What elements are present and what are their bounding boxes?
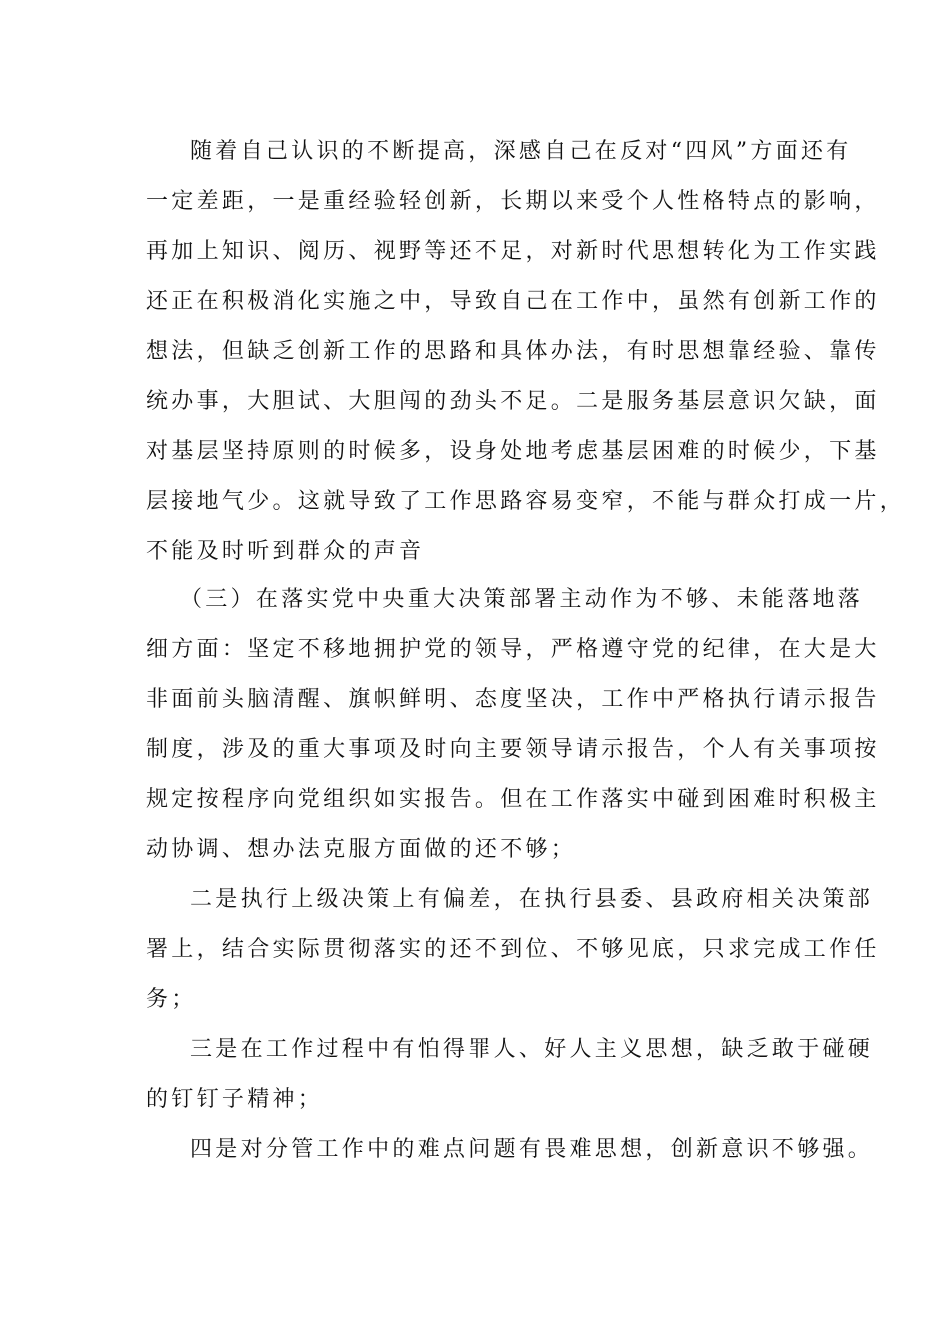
text-line: 层接地气少。这就导致了工作思路容易变窄，不能与群众打成一片， <box>146 489 906 514</box>
text-line: 还正在积极消化实施之中，导致自己在工作中，虽然有创新工作的 <box>146 289 880 314</box>
text-line: 想法，但缺乏创新工作的思路和具体办法，有时思想靠经验、靠传 <box>146 339 880 364</box>
text-line: 务； <box>146 987 197 1012</box>
text-line: 三是在工作过程中有怕得罪人、好人主义思想，缺乏敢于碰硬 <box>190 1037 874 1062</box>
text-line: 一定差距，一是重经验轻创新，长期以来受个人性格特点的影响， <box>146 189 880 214</box>
text-line: 对基层坚持原则的时候多，设身处地考虑基层困难的时候少，下基 <box>146 439 880 464</box>
section-heading: （三）在落实党中央重大决策部署主动作为不够、未能落地落 <box>180 587 864 612</box>
text-line: 规定按程序向党组织如实报告。但在工作落实中碰到困难时积极主 <box>146 787 880 812</box>
text-line: 制度，涉及的重大事项及时向主要领导请示报告，个人有关事项按 <box>146 737 880 762</box>
text-line: 统办事，大胆试、大胆闯的劲头不足。二是服务基层意识欠缺，面 <box>146 389 880 414</box>
text-line: 的钉钉子精神； <box>146 1087 324 1112</box>
text-line: 细方面：坚定不移地拥护党的领导，严格遵守党的纪律，在大是大 <box>146 637 880 662</box>
text-line: 随着自己认识的不断提高，深感自己在反对“四风”方面还有 <box>190 139 852 164</box>
text-line: 不能及时听到群众的声音 <box>146 539 425 564</box>
text-line: 动协调、想办法克服方面做的还不够； <box>146 837 577 862</box>
text-line: 二是执行上级决策上有偏差，在执行县委、县政府相关决策部 <box>190 887 874 912</box>
text-line: 再加上知识、阅历、视野等还不足，对新时代思想转化为工作实践 <box>146 239 880 264</box>
text-line: 非面前头脑清醒、旗帜鲜明、态度坚决，工作中严格执行请示报告 <box>146 687 880 712</box>
text-line: 署上，结合实际贯彻落实的还不到位、不够见底，只求完成工作任 <box>146 937 880 962</box>
text-line: 四是对分管工作中的难点问题有畏难思想，创新意识不够强。 <box>190 1137 874 1162</box>
